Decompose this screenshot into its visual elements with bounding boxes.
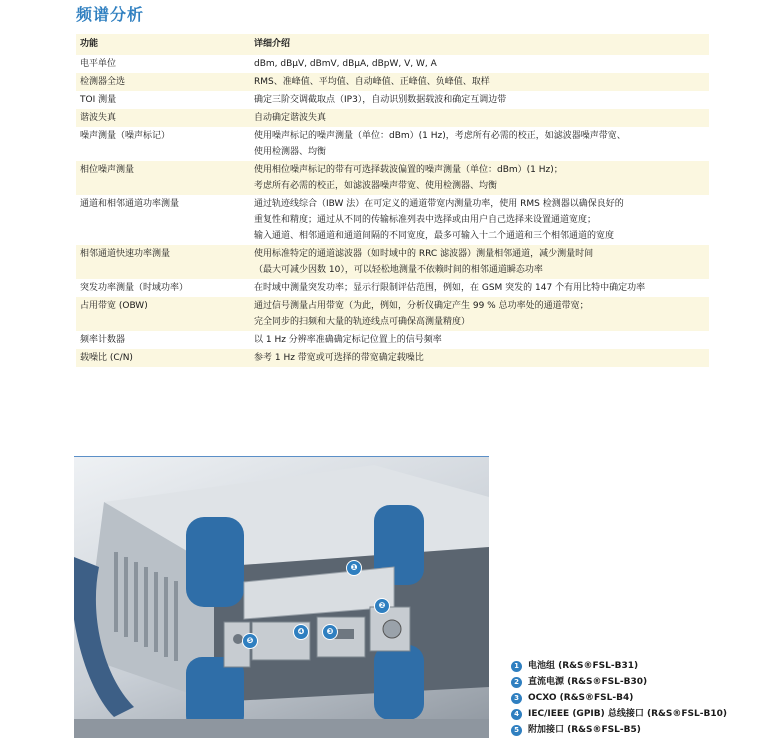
function-description xyxy=(250,297,709,331)
legend-number-badge: 5 xyxy=(511,725,522,736)
legend-text: IEC/IEEE (GPIB) 总线接口 (R&S®FSL-B10) xyxy=(528,709,727,719)
description-line: 完全同步的扫频和大量的轨迹线点可确保高测量精度） xyxy=(254,317,471,327)
function-name: 通道和相邻通道功率测量 xyxy=(80,199,180,209)
analyzer-rear-illustration xyxy=(74,457,489,738)
function-description xyxy=(250,127,709,161)
legend-item xyxy=(511,690,727,706)
function-description xyxy=(250,161,709,195)
spec-table xyxy=(76,34,709,367)
function-description xyxy=(250,109,709,127)
function-description xyxy=(250,331,709,349)
table-row xyxy=(76,127,709,161)
function-name: 相邻通道快速功率测量 xyxy=(80,249,171,259)
function-description xyxy=(250,195,709,245)
function-name: 电平单位 xyxy=(80,59,117,69)
bumper-top-left xyxy=(186,517,244,607)
function-description xyxy=(250,279,709,297)
legend-number-badge: 1 xyxy=(511,661,522,672)
product-photo xyxy=(74,457,489,738)
function-description xyxy=(250,245,709,279)
legend-text: 附加接口 (R&S®FSL-B5) xyxy=(528,725,641,735)
callout-4: ❹ xyxy=(293,624,309,640)
function-name: TOI 测量 xyxy=(80,95,117,105)
table-row xyxy=(76,55,709,73)
table-row xyxy=(76,195,709,245)
function-description xyxy=(250,73,709,91)
floor xyxy=(74,719,489,738)
callout-3: ❸ xyxy=(322,624,338,640)
description-line: 参考 1 Hz 带宽或可选择的带宽确定载噪比 xyxy=(254,353,424,363)
table-row xyxy=(76,245,709,279)
table-row xyxy=(76,73,709,91)
description-line: 重复性和精度；通过从不同的传输标准列表中选择或由用户自己选择来设置通道宽度； xyxy=(254,215,597,225)
function-name: 载噪比 (C/N) xyxy=(80,353,133,363)
description-line: 考虑所有必需的校正，如滤波器噪声带宽、使用检测器、均衡 xyxy=(254,181,498,191)
legend-text: 直流电源 (R&S®FSL-B30) xyxy=(528,677,648,687)
description-line: 自动确定谐波失真 xyxy=(254,113,327,123)
legend-item xyxy=(511,674,727,690)
callout-2: ❷ xyxy=(374,598,390,614)
header-description: 详细介绍 xyxy=(254,39,291,49)
function-description xyxy=(250,55,709,73)
description-line: 输入通道、相邻通道和通道间隔的不同宽度，最多可输入十二个通道和三个相邻通道的宽度 xyxy=(254,231,615,241)
description-line: 使用相位噪声标记的带有可选择载波偏置的噪声测量（单位：dBm）(1 Hz)； xyxy=(254,165,563,175)
function-name: 突发功率测量（时域功率） xyxy=(80,283,189,293)
photo-legend xyxy=(511,658,727,738)
legend-number-badge: 3 xyxy=(511,693,522,704)
description-line: 通过信号测量占用带宽（为此，例如，分析仪确定产生 99 % 总功率处的通道带宽； xyxy=(254,301,589,311)
description-line: 使用检测器、均衡 xyxy=(254,147,327,157)
description-line: RMS、准峰值、平均值、自动峰值、正峰值、负峰值、取样 xyxy=(254,77,490,87)
dc-connector xyxy=(383,620,401,638)
bumper-bottom-right xyxy=(374,645,424,720)
header-function: 功能 xyxy=(80,39,99,49)
table-row xyxy=(76,331,709,349)
function-name: 频率计数器 xyxy=(80,335,126,345)
description-line: （最大可减少因数 10），可以轻松地测量不依赖时间的相邻通道瞬态功率 xyxy=(254,265,543,275)
legend-text: 电池组 (R&S®FSL-B31) xyxy=(528,661,639,671)
function-name: 相位噪声测量 xyxy=(80,165,135,175)
description-line: 使用噪声标记的噪声测量（单位：dBm）(1 Hz)，考虑所有必需的校正，如滤波器噪声带宽、 xyxy=(254,131,626,141)
legend-item xyxy=(511,722,727,738)
table-row xyxy=(76,109,709,127)
function-description xyxy=(250,91,709,109)
description-line: 确定三阶交调截取点（IP3），自动识别数据载波和确定互调边带 xyxy=(254,95,507,105)
description-line: 通过轨迹线综合（IBW 法）在可定义的通道带宽内测量功率，使用 RMS 检测器以确保良好的 xyxy=(254,199,624,209)
description-line: 以 1 Hz 分辨率准确确定标记位置上的信号频率 xyxy=(254,335,442,345)
page-title: 频谱分析 xyxy=(76,5,145,24)
legend-text: OCXO (R&S®FSL-B4) xyxy=(528,693,634,703)
description-line: 在时域中测量突发功率；显示行限制评估范围，例如，在 GSM 突发的 147 个有用比特中确定功率 xyxy=(254,283,646,293)
table-header-row xyxy=(76,34,709,55)
description-line: 使用标准特定的通道滤波器（如时域中的 RRC 滤波器）测量相邻通道，减少测量时间 xyxy=(254,249,594,259)
function-name: 谐波失真 xyxy=(80,113,117,123)
function-description xyxy=(250,349,709,367)
table-row xyxy=(76,91,709,109)
function-name: 检测器全选 xyxy=(80,77,126,87)
table-row xyxy=(76,161,709,195)
table-row xyxy=(76,349,709,367)
description-line: dBm, dBµV, dBmV, dBµA, dBpW, V, W, A xyxy=(254,59,437,69)
legend-number-badge: 2 xyxy=(511,677,522,688)
callout-1: ❶ xyxy=(346,560,362,576)
callout-5: ❺ xyxy=(242,633,258,649)
table-row xyxy=(76,279,709,297)
function-name: 噪声测量（噪声标记） xyxy=(80,131,171,141)
table-row xyxy=(76,297,709,331)
function-name: 占用带宽 (OBW) xyxy=(80,301,148,311)
legend-number-badge: 4 xyxy=(511,709,522,720)
legend-item xyxy=(511,706,727,722)
legend-item xyxy=(511,658,727,674)
